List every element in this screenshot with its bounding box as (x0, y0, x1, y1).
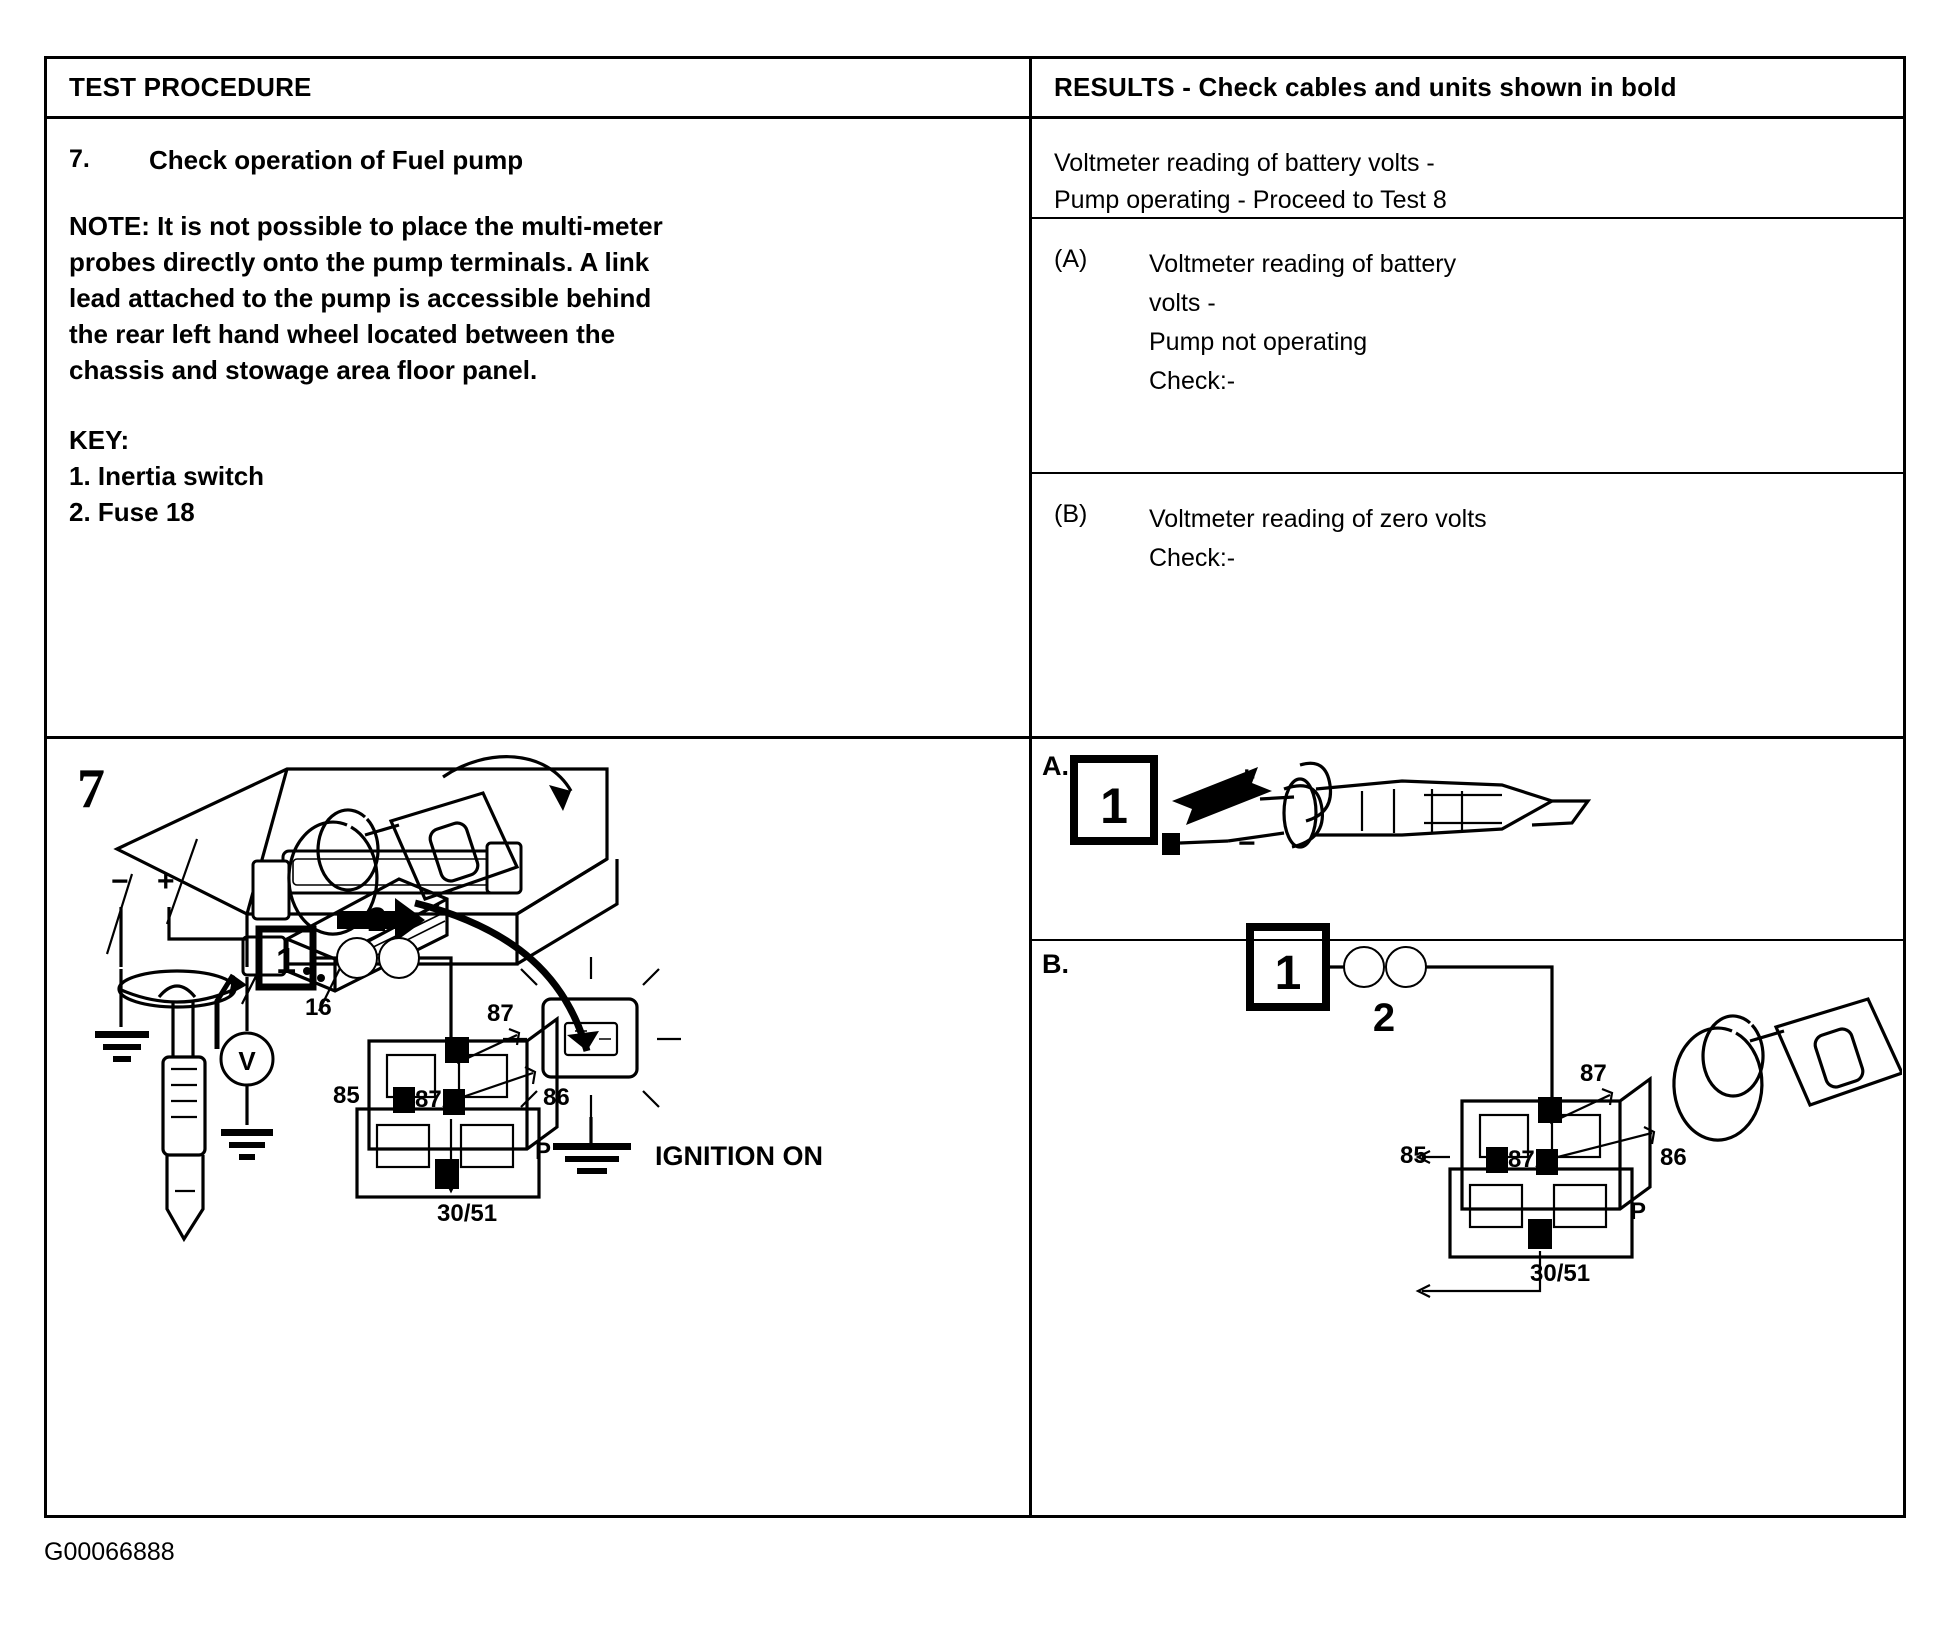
results-a-line-4: Check:- (1149, 367, 1236, 395)
figure-a-inertia-switch (1074, 759, 1588, 860)
figure-a-minus: − (1238, 827, 1256, 860)
header-label-results: RESULTS - Check cables and units shown in bold (1054, 72, 1677, 102)
results-b-row (1054, 500, 1883, 578)
results-block-top (1032, 119, 1903, 219)
figure-left-plus: + (157, 865, 175, 898)
results-b-tag: (B) (1054, 500, 1088, 528)
results-a-tag: (A) (1054, 245, 1088, 273)
results-a-line-2: volts - (1149, 289, 1216, 317)
key-item-1: 1. Inertia switch (69, 461, 265, 491)
figure-b-relay-3051: 30/51 (1530, 1260, 1591, 1287)
connector-to-ground-arrow (415, 903, 599, 1051)
results-block-a (1032, 219, 1903, 474)
results-a-body (1149, 245, 1456, 401)
procedure-step-number: 7. (69, 145, 90, 173)
figure-left (47, 739, 1032, 1515)
figure-right-divider (1032, 939, 1903, 941)
figure-b-relay-86: 86 (1660, 1144, 1687, 1171)
procedure-step-title: Check operation of Fuel pump (149, 145, 524, 175)
figure-b-relay (1400, 1060, 1687, 1297)
table-header-row (47, 59, 1903, 119)
relay-pin-87a: 87A (415, 1086, 460, 1113)
relay-pin-86: 86 (543, 1084, 570, 1111)
results-b-line-2: Check:- (1149, 544, 1236, 572)
results-a-line-1: Voltmeter reading of battery (1149, 250, 1457, 278)
figure-b-box-2: 2 (1372, 996, 1396, 1040)
results-a-line-3: Pump not operating (1149, 328, 1368, 356)
relay-pin-87: 87 (487, 1000, 514, 1027)
voltmeter-label: V (238, 1046, 256, 1076)
figure-right-label-b: B. (1042, 949, 1069, 979)
test-procedure-table (44, 56, 1906, 1518)
figure-a-box-1: 1 (1100, 778, 1128, 834)
table-figure-row (47, 739, 1903, 1515)
results-b-body (1149, 500, 1487, 578)
fuse-label: 2 (367, 901, 387, 939)
figure-b-relay-p: P (1630, 1198, 1647, 1225)
procedure-note: NOTE: It is not possible to place the multi-meter probes directly onto the pump terminals. A link lead attached to the pump is accessible behind the rear left hand wheel located between the chassis and stowage area floor panel. (69, 211, 663, 385)
figure-left-number: 7 (77, 758, 105, 820)
figure-b-relay-87: 87 (1580, 1060, 1607, 1087)
figure-b-key-illustration (1674, 999, 1902, 1140)
results-a-row (1054, 245, 1883, 401)
figure-right-diagram (1032, 739, 1902, 1515)
relay-pin-p: P (535, 1138, 552, 1165)
key-item-2: 2. Fuse 18 (69, 497, 195, 527)
relay-pin-85: 85 (333, 1082, 360, 1109)
inertia-switch-label: 1 (275, 940, 297, 981)
figure-left-minus: − (111, 865, 129, 898)
results-top-line-1: Voltmeter reading of battery volts - (1054, 149, 1435, 177)
lead-positive (169, 907, 247, 967)
procedure-key-block (69, 422, 1007, 530)
header-cell-test-procedure (47, 59, 1032, 116)
results-top-line-2: Pump operating - Proceed to Test 8 (1054, 186, 1447, 214)
figure-b-box-1: 1 (1274, 947, 1302, 1000)
figure-b-relay-85: 85 (1400, 1142, 1427, 1169)
header-cell-results (1032, 59, 1903, 116)
figure-right (1032, 739, 1903, 1515)
figure-right-label-a: A. (1042, 751, 1069, 781)
connector-label-16: 16 (305, 994, 332, 1021)
figure-caption: G00066888 (44, 1538, 175, 1566)
ignition-on-label: IGNITION ON (655, 1141, 823, 1171)
key-heading: KEY: (69, 425, 130, 455)
figure-a-plus: + (1238, 761, 1256, 794)
results-b-line-1: Voltmeter reading of zero volts (1149, 505, 1487, 533)
results-cell (1032, 119, 1903, 736)
table-text-row (47, 119, 1903, 739)
figure-b-circuit (1250, 927, 1552, 1097)
voltmeter-symbol (221, 977, 273, 1160)
procedure-cell (47, 119, 1032, 736)
header-label-test-procedure: TEST PROCEDURE (69, 72, 312, 102)
figure-b-relay-87a: 87A (1508, 1146, 1553, 1173)
ground-symbol-left (95, 969, 149, 1062)
results-block-b (1032, 474, 1903, 739)
relay-pin-3051: 30/51 (437, 1200, 498, 1227)
figure-left-diagram (47, 739, 1029, 1515)
procedure-step-line (69, 145, 1007, 176)
